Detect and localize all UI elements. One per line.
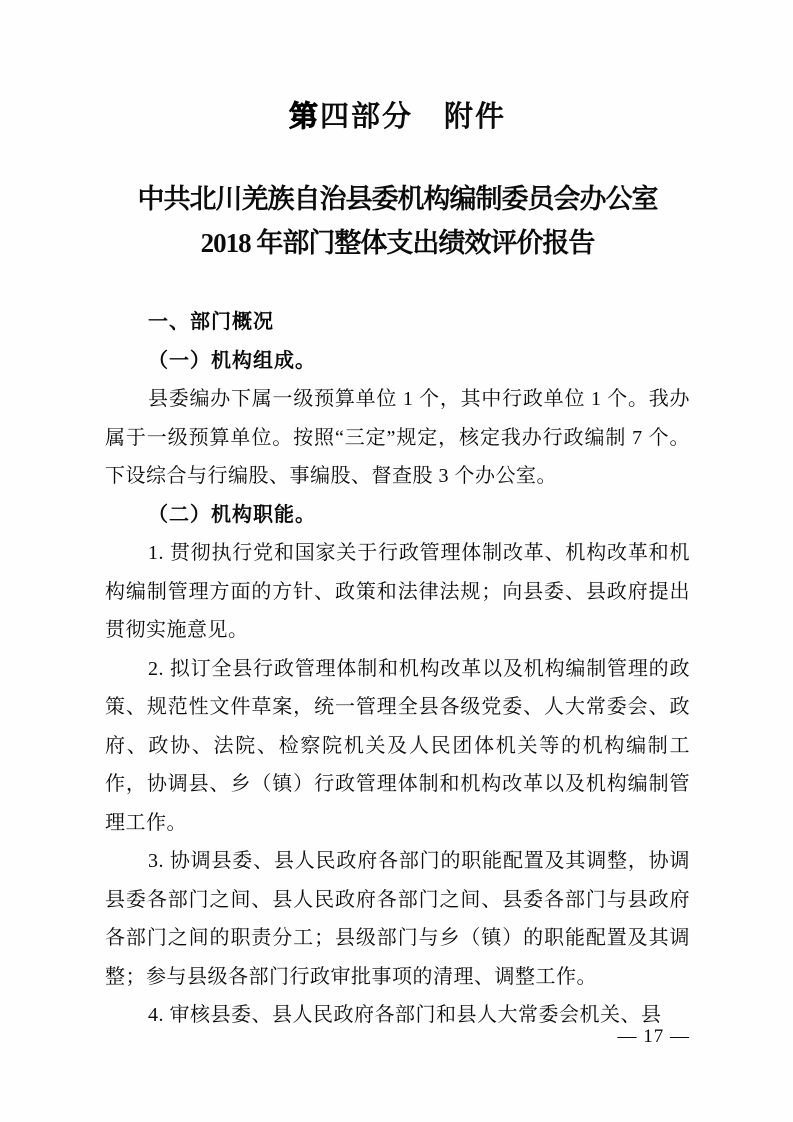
function-item-3: 3. 协调县委、县人民政府各部门的职能配置及其调整，协调县委各部门之间、县人民政府各部门之间、县委各部门与县政府各部门之间的职责分工；县级部门与乡（镇）的职能配置及其调整；参与县级各部门行政审批事项的清理、调整工作。 [105,850,690,988]
paragraph-organization: 县委编办下属一级预算单位 1 个，其中行政单位 1 个。我办属于一级预算单位。按照“三定”规定，核定我办行政编制 7 个。下设综合与行编股、事编股、督查股 3 个办公室。 [105,388,690,487]
part-title [105,99,690,135]
part-title-rest: 四部分 附件 [320,101,507,133]
function-item-2: 2. 拟订全县行政管理体制和机构改革以及机构编制管理的政策、规范性文件草案，统一管理全县各级党委、人大常委会、政府、政协、法院、检察院机关及人民团体机关等的机构编制工作，协调县、乡（镇）行政管理体制和机构改革以及机构编制管理工作。 [105,657,690,834]
subheading-functions: （二）机构职能。 [148,503,316,526]
function-item-4: 4. 审核县委、县人民政府各部门和县人大常委会机关、县 [148,1004,662,1026]
report-title-line2: 2018 年部门整体支出绩效评价报告 [200,228,595,258]
function-item-1: 1. 贯彻执行党和国家关于行政管理体制改革、机构改革和机构编制管理方面的方针、政策和法律法规；向县委、县政府提出贯彻实施意见。 [105,542,690,641]
report-title [105,177,690,265]
section-heading-overview: 一、部门概况 [148,311,274,333]
document-body [105,303,690,1035]
page-number: — 17 — [617,1026,690,1047]
subheading-organization: （一）机构组成。 [148,349,316,372]
report-title-line1: 中共北川羌族自治县委机构编制委员会办公室 [137,184,658,214]
part-title-first-char: 第 [288,101,320,133]
